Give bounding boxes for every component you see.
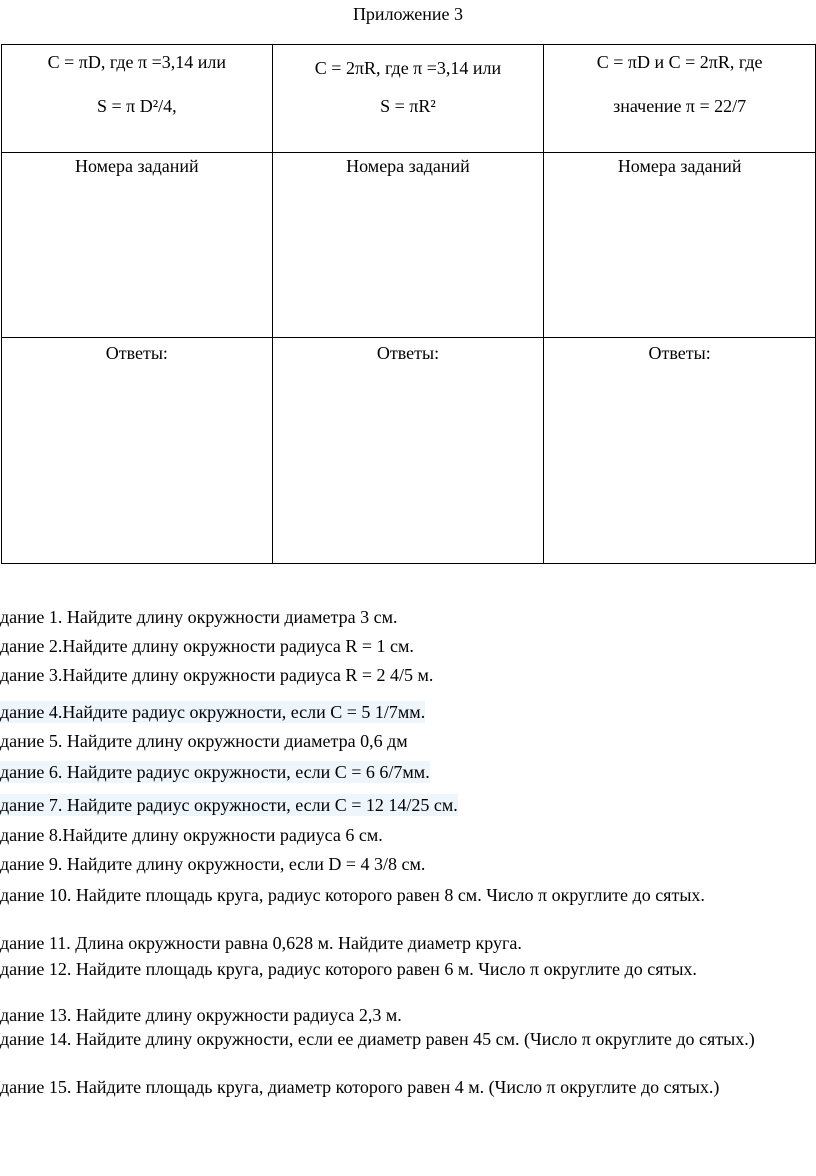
- task-item: дание 14. Найдите длину окружности, если ее диаметр равен 45 см. (Число π округлите до сятых.): [0, 1029, 755, 1049]
- formula-line: значение π = 22/7: [613, 96, 747, 116]
- task-item: дание 7. Найдите радиус окружности, если C = 12 14/25 см.: [0, 795, 458, 815]
- task-numbers-label: Номера заданий: [346, 156, 470, 176]
- task-item: дание 2.Найдите длину окружности радиуса R = 1 см.: [0, 636, 414, 656]
- task-numbers-row: [2, 153, 816, 338]
- answers-cell-2[interactable]: [272, 338, 544, 564]
- task-item: дание 3.Найдите длину окружности радиуса R = 2 4/5 м.: [0, 665, 434, 685]
- formula-cell-3: [544, 45, 816, 153]
- answers-label: Ответы:: [376, 343, 440, 363]
- task-numbers-label: Номера заданий: [617, 156, 742, 176]
- answers-row: [2, 338, 816, 564]
- task-item: дание 12. Найдите площадь круга, радиус которого равен 6 м. Число π округлите до сятых.: [0, 959, 697, 979]
- formula-line: C = πD, где π =3,14 или: [47, 52, 227, 72]
- answers-label: Ответы:: [105, 343, 168, 363]
- task-item: дание 1. Найдите длину окружности диаметра 3 см.: [0, 607, 398, 627]
- task-item: дание 9. Найдите длину окружности, если D = 4 3/8 см.: [0, 854, 426, 874]
- task-numbers-label: Номера заданий: [74, 156, 199, 176]
- formula-line: S = π D²/4,: [97, 96, 177, 116]
- task-item: дание 6. Найдите радиус окружности, если C = 6 6/7мм.: [0, 762, 430, 782]
- task-numbers-cell-2[interactable]: [272, 153, 544, 338]
- task-numbers-cell-3[interactable]: [544, 153, 816, 338]
- formula-cell-2: [272, 45, 544, 153]
- answers-cell-3[interactable]: [544, 338, 816, 564]
- formula-table: [1, 44, 816, 564]
- task-item: дание 15. Найдите площадь круга, диаметр которого равен 4 м. (Число π округлите до сятых.): [0, 1077, 720, 1097]
- formula-line: C = 2πR, где π =3,14 или: [314, 58, 502, 78]
- task-item: дание 8.Найдите длину окружности радиуса 6 см.: [0, 825, 383, 845]
- task-numbers-cell-1[interactable]: [2, 153, 273, 338]
- page-title: Приложение 3: [352, 4, 464, 24]
- answers-cell-1[interactable]: [2, 338, 273, 564]
- formula-line: C = πD и C = 2πR, где: [596, 52, 763, 72]
- task-item: дание 10. Найдите площадь круга, радиус которого равен 8 см. Число π округлите до сятых.: [0, 885, 705, 905]
- task-item: дание 13. Найдите длину окружности радиуса 2,3 м.: [0, 1005, 402, 1025]
- answers-label: Ответы:: [648, 343, 711, 363]
- task-item: дание 4.Найдите радиус окружности, если C = 5 1/7мм.: [0, 702, 426, 722]
- formula-row: [2, 45, 816, 153]
- task-item: дание 11. Длина окружности равна 0,628 м. Найдите диаметр круга.: [0, 933, 522, 953]
- task-item: дание 5. Найдите длину окружности диаметра 0,6 дм: [0, 731, 408, 751]
- formula-cell-1: [2, 45, 273, 153]
- formula-line: S = πR²: [380, 96, 436, 116]
